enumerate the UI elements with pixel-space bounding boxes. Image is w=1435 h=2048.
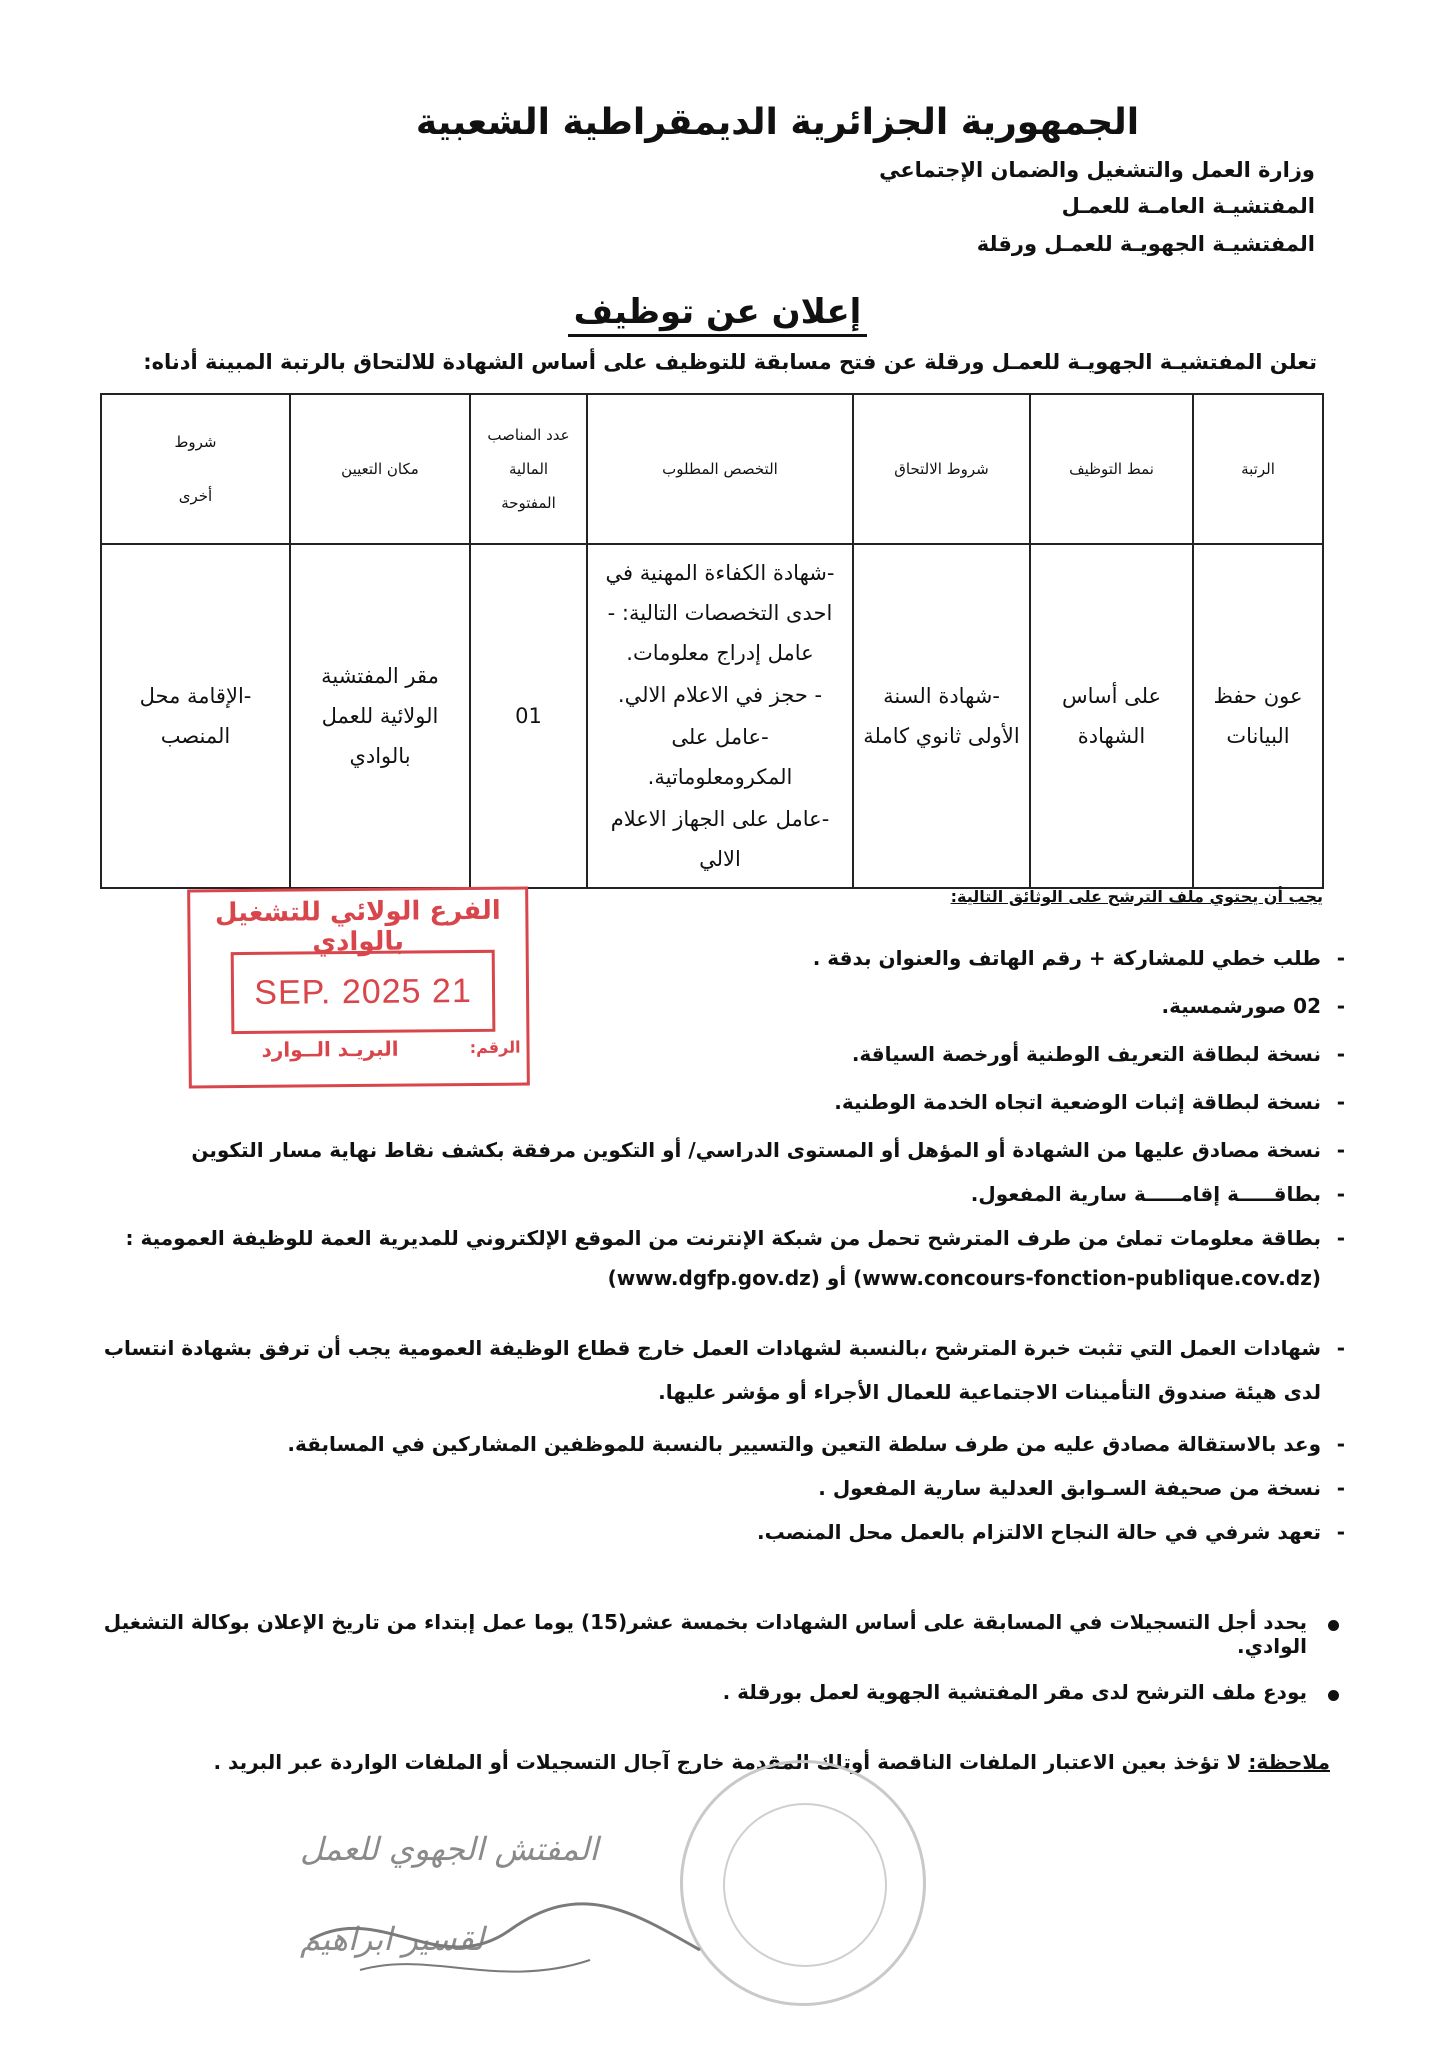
specialty-2: - حجز في الاعلام الالي. xyxy=(617,683,823,707)
note-text: لا تؤخذ بعين الاعتبار الملفات الناقصة أوتلك المقدمة خارج آجال التسجيلات أو الملفات الواردة عبر البريد . xyxy=(213,1750,1242,1774)
header-other-l1: شروط xyxy=(174,433,217,451)
list-item: - نسخة مصادق عليها من الشهادة أو المؤهل أو المستوى الدراسي/ أو التكوين مرفقة بكشف نقاط نهاية مسار التكوين xyxy=(95,1136,1345,1164)
announcement-title: إعلان عن توظيف xyxy=(0,292,1435,332)
bullet-deposit-text: يودع ملف الترشح لدى مقر المفتشية الجهوية لعمل بورقلة . xyxy=(722,1680,1307,1704)
list-item: - 02 صورشمسية. xyxy=(95,992,1345,1020)
stamp-office: الفرع الولائي للتشغيل بالوادي xyxy=(214,895,501,958)
regional-inspection: المفتشيـة الجهويـة للعمـل ورقلة xyxy=(976,232,1315,256)
stamp-mail: البريـد الــوارد xyxy=(261,1036,399,1062)
intro-text: تعلن المفتشيـة الجهويـة للعمـل ورقلة عن فتح مسابقة للتوظيف على أساس الشهادة للالتحاق بالرتبة المبينة أدناه: xyxy=(143,350,1317,374)
cell-conditions: -شهادة السنة الأولى ثانوي كاملة xyxy=(853,544,1030,888)
bullet-dot xyxy=(1328,1620,1339,1631)
specialty-4: -عامل على الجهاز الاعلام الالي xyxy=(610,807,830,871)
list-item: - نسخة لبطاقة التعريف الوطنية أورخصة السياقة. xyxy=(95,1040,1345,1068)
seal-inner-ring xyxy=(723,1803,887,1967)
cell-other: -الإقامة محل المنصب xyxy=(101,544,290,888)
table-header-row xyxy=(101,394,1323,544)
header-positions-l1: عدد المناصب xyxy=(487,426,570,444)
note-label: ملاحظة: xyxy=(1248,1750,1330,1774)
country-title: الجمهورية الجزائرية الديمقراطية الشعبية xyxy=(415,102,1140,143)
received-stamp xyxy=(187,887,530,1089)
signature-line-1: المفتش الجهوي للعمل xyxy=(300,1830,599,1868)
cell-specialty xyxy=(587,544,853,888)
doc-7-links: (www.concours-fonction-publique.cov.dz) أو (www.dgfp.gov.dz) xyxy=(607,1266,1321,1290)
list-item: - تعهد شرفي في حالة النجاح الالتزام بالعمل محل المنصب. xyxy=(95,1518,1345,1546)
stamp-number-label: الرقم: xyxy=(469,1037,521,1058)
cell-rank: عون حفظ البيانات xyxy=(1193,544,1323,888)
requirements-title: يجب أن يحتوي ملف الترشح على الوثائق التالية: xyxy=(950,887,1323,906)
list-item: - بطاقـــــة إقامـــــة سارية المفعول. xyxy=(95,1180,1345,1208)
stamp-date: 21 SEP. 2025 xyxy=(231,950,496,1034)
header-positions-l3: المفتوحة xyxy=(501,494,556,512)
header-mode: نمط التوظيف xyxy=(1030,394,1193,544)
cell-mode: على أساس الشهادة xyxy=(1030,544,1193,888)
header-conditions: شروط الالتحاق xyxy=(853,394,1030,544)
header-other-l2: أخرى xyxy=(178,487,213,505)
list-item: - وعد بالاستقالة مصادق عليه من طرف سلطة التعين والتسيير بالنسبة للموظفين المشاركين في المسابقة. xyxy=(95,1430,1345,1458)
bullet-dot xyxy=(1328,1690,1339,1701)
list-item: - نسخة من صحيفة السـوابق العدلية سارية المفعول . xyxy=(95,1474,1345,1502)
bullet-deposit xyxy=(77,1680,1339,1704)
ministry-name: وزارة العمل والتشغيل والضمان الإجتماعي xyxy=(879,158,1315,182)
list-item: - نسخة لبطاقة إثبات الوضعية اتجاه الخدمة الوطنية. xyxy=(95,1088,1345,1116)
list-item xyxy=(95,1224,1345,1292)
signature-line-2: لقسير ابراهيم xyxy=(300,1920,485,1958)
positions-table xyxy=(100,393,1324,889)
header-specialty: التخصص المطلوب xyxy=(587,394,853,544)
header-other xyxy=(101,394,290,544)
cell-positions: 01 xyxy=(470,544,587,888)
specialty-1: -شهادة الكفاءة المهنية في احدى التخصصات التالية: - عامل إدراج معلومات. xyxy=(605,561,835,665)
signature-scribble xyxy=(300,1880,720,2000)
header-positions xyxy=(470,394,587,544)
header-rank: الرتبة xyxy=(1193,394,1323,544)
header-positions-l2: المالية xyxy=(508,460,549,478)
list-item: - طلب خطي للمشاركة + رقم الهاتف والعنوان بدقة . xyxy=(95,944,1345,972)
table-row xyxy=(101,544,1323,888)
doc-7-text: - بطاقة معلومات تملئ من طرف المترشح تحمل من شبكة الإنترنت من الموقع الإلكتروني للمديرية العمة للوظيفة العمومية : xyxy=(125,1226,1321,1250)
cell-place: مقر المفتشية الولائية للعمل بالوادي xyxy=(290,544,470,888)
header-place: مكان التعيين xyxy=(290,394,470,544)
bullet-deadline-text: يحدد أجل التسجيلات في المسابقة على أساس الشهادات بخمسة عشر(15) يوما عمل إبتداء من تاريخ الإعلان بوكالة التشغيل الوادي. xyxy=(103,1610,1307,1658)
specialty-3: -عامل على المكرومعلوماتية. xyxy=(647,725,793,789)
bullet-deadline xyxy=(77,1610,1339,1658)
general-inspection: المفتشيـة العامـة للعمـل xyxy=(1061,194,1315,218)
list-item: - شهادات العمل التي تثبت خبرة المترشح ،بالنسبة لشهادات العمل خارج قطاع الوظيفة العمومية يجب أن ترفق بشهادة انتساب لدى هيئة صندوق التأمينات الاجتماعية للعمال الأجراء أو مؤشر عليها. xyxy=(95,1326,1345,1414)
